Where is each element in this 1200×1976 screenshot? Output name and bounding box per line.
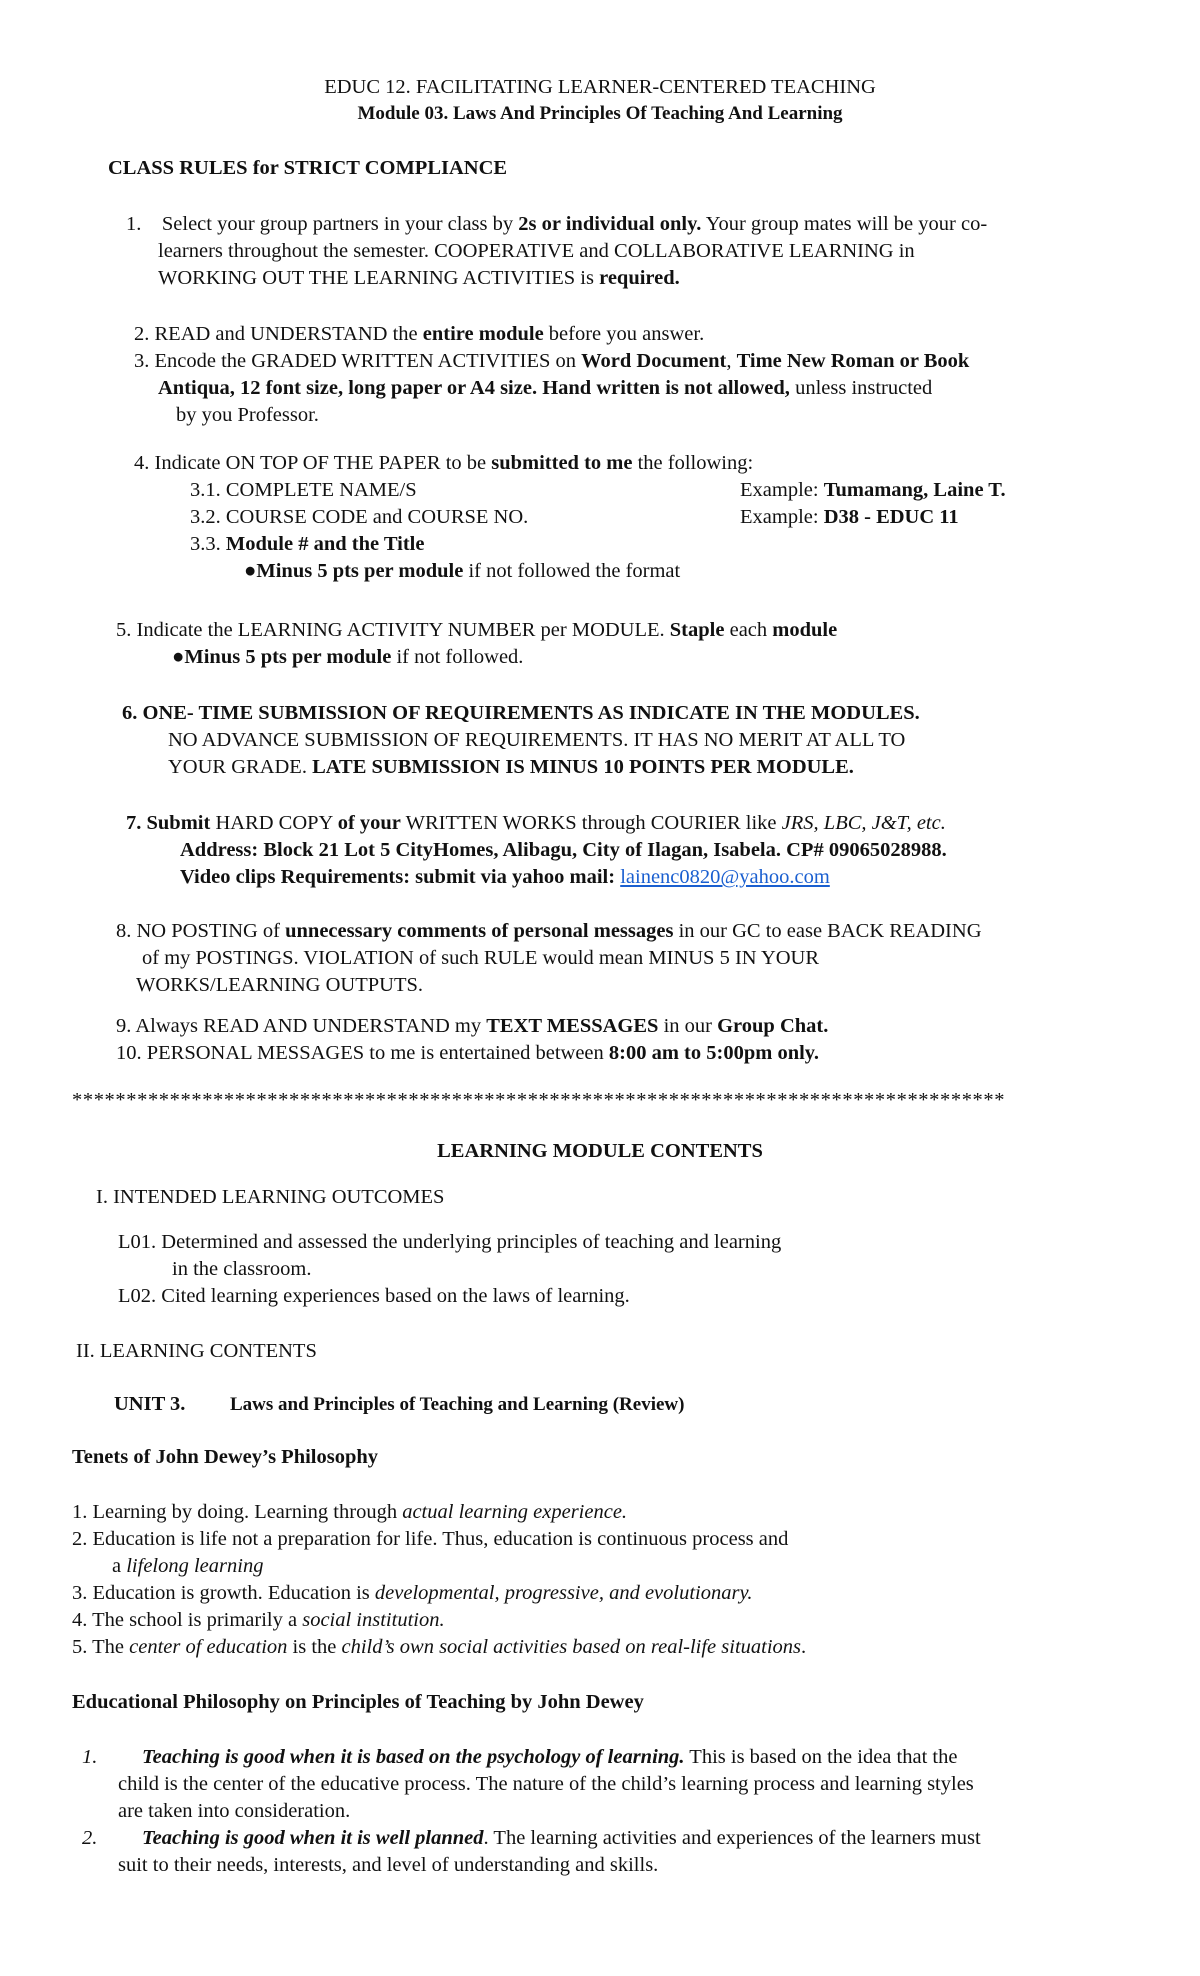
rule-4-sub-2-example: Example: D38 - EDUC 11 (740, 506, 959, 528)
tenet-2: 2. Education is life not a preparation for life. Thus, education is continuous process and (72, 1528, 789, 1550)
learning-outcome-2: L02. Cited learning experiences based on the laws of learning. (118, 1285, 630, 1307)
asterisk-divider: ************************************************************************************** (72, 1089, 1006, 1111)
rule-1-line-3: WORKING OUT THE LEARNING ACTIVITIES is required. (158, 267, 680, 289)
rule-6-line-3: YOUR GRADE. LATE SUBMISSION IS MINUS 10 POINTS PER MODULE. (168, 756, 854, 778)
rule-9: 9. Always READ AND UNDERSTAND my TEXT MESSAGES in our Group Chat. (116, 1015, 829, 1037)
rule-6: 6. ONE- TIME SUBMISSION OF REQUIREMENTS AS INDICATE IN THE MODULES. (122, 702, 920, 724)
rule-10: 10. PERSONAL MESSAGES to me is entertained between 8:00 am to 5:00pm only. (116, 1042, 820, 1064)
rule-4-sub-1: 3.1. COMPLETE NAME/S (190, 479, 417, 501)
rule-8: 8. NO POSTING of unnecessary comments of personal messages in our GC to ease BACK READING (116, 920, 982, 942)
philosophy-heading: Educational Philosophy on Principles of Teaching by John Dewey (72, 1691, 644, 1713)
rule-4: 4. Indicate ON TOP OF THE PAPER to be submitted to me the following: (134, 452, 754, 474)
rule-5-penalty: ●Minus 5 pts per module if not followed. (172, 646, 524, 668)
tenet-4: 4. The school is primarily a social institution. (72, 1609, 445, 1631)
rule-5: 5. Indicate the LEARNING ACTIVITY NUMBER per MODULE. Staple each module (116, 619, 838, 641)
rule-4-sub-1-example: Example: Tumamang, Laine T. (740, 479, 1006, 501)
tenet-3: 3. Education is growth. Education is developmental, progressive, and evolutionary. (72, 1582, 753, 1604)
rule-3-line-3: by you Professor. (176, 404, 319, 426)
rule-8-line-3: WORKS/LEARNING OUTPUTS. (136, 974, 423, 996)
principle-2-line-2: suit to their needs, interests, and level of understanding and skills. (118, 1854, 659, 1876)
rule-2: 2. READ and UNDERSTAND the entire module before you answer. (134, 323, 705, 345)
principle-1-line-3: are taken into consideration. (118, 1800, 351, 1822)
principle-2: Teaching is good when it is well planned. The learning activities and experiences of the learners must (142, 1827, 981, 1849)
principle-1: Teaching is good when it is based on the psychology of learning. This is based on the idea that the (142, 1746, 958, 1768)
rule-1-line-2: learners throughout the semester. COOPERATIVE and COLLABORATIVE LEARNING in (158, 240, 915, 262)
principle-2-number: 2. (82, 1827, 98, 1849)
rule-1: 1. Select your group partners in your class by 2s or individual only. Your group mates will be your co- (126, 213, 988, 235)
principle-1-number: 1. (82, 1746, 98, 1768)
learning-module-contents-heading: LEARNING MODULE CONTENTS (437, 1140, 763, 1162)
unit-title: Laws and Principles of Teaching and Learning (Review) (230, 1394, 685, 1415)
unit-label: UNIT 3. (114, 1393, 186, 1415)
rule-8-line-2: of my POSTINGS. VIOLATION of such RULE would mean MINUS 5 IN YOUR (142, 947, 820, 969)
course-title: EDUC 12. FACILITATING LEARNER-CENTERED TEACHING (324, 76, 876, 98)
rule-3: 3. Encode the GRADED WRITTEN ACTIVITIES on Word Document, Time New Roman or Book (134, 350, 970, 372)
video-requirements: Video clips Requirements: submit via yahoo mail: lainenc0820@yahoo.com (180, 866, 830, 888)
tenet-1: 1. Learning by doing. Learning through actual learning experience. (72, 1501, 628, 1523)
learning-outcome-1-cont: in the classroom. (172, 1258, 312, 1280)
rule-6-line-2: NO ADVANCE SUBMISSION OF REQUIREMENTS. IT HAS NO MERIT AT ALL TO (168, 729, 906, 751)
courier-address: Address: Block 21 Lot 5 CityHomes, Alibagu, City of Ilagan, Isabela. CP# 09065028988. (180, 839, 947, 861)
principle-1-line-2: child is the center of the educative process. The nature of the child’s learning process and learning styles (118, 1773, 974, 1795)
rule-4-penalty: ●Minus 5 pts per module if not followed the format (244, 560, 681, 582)
tenet-5: 5. The center of education is the child’s own social activities based on real-life situations. (72, 1636, 807, 1658)
class-rules-heading: CLASS RULES for STRICT COMPLIANCE (108, 157, 508, 179)
ilo-heading: I. INTENDED LEARNING OUTCOMES (96, 1186, 445, 1208)
rule-4-sub-2: 3.2. COURSE CODE and COURSE NO. (190, 506, 529, 528)
rule-7: 7. Submit HARD COPY of your WRITTEN WORKS through COURIER like JRS, LBC, J&T, etc. (126, 812, 946, 834)
tenet-2-cont: a lifelong learning (112, 1555, 264, 1577)
learning-contents-heading: II. LEARNING CONTENTS (76, 1340, 317, 1362)
rule-3-line-2: Antiqua, 12 font size, long paper or A4 size. Hand written is not allowed, unless instructed (158, 377, 933, 399)
learning-outcome-1: L01. Determined and assessed the underlying principles of teaching and learning (118, 1231, 782, 1253)
rule-4-sub-3: 3.3. Module # and the Title (190, 533, 425, 555)
email-link[interactable]: lainenc0820@yahoo.com (620, 866, 830, 888)
module-title: Module 03. Laws And Principles Of Teaching And Learning (357, 103, 843, 124)
tenets-heading: Tenets of John Dewey’s Philosophy (72, 1446, 379, 1468)
